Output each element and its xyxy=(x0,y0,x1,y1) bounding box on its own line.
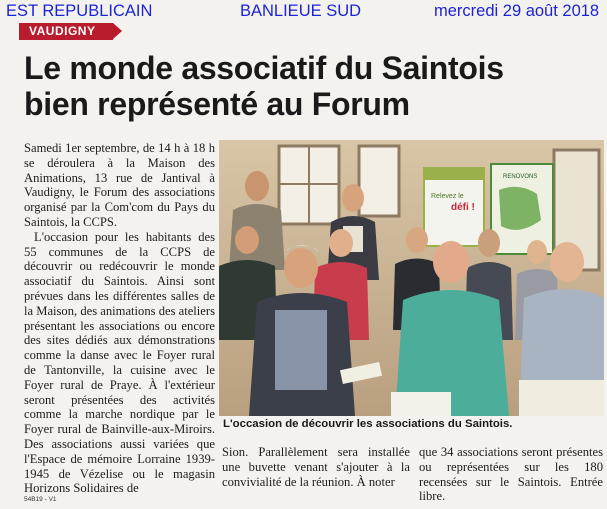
newspaper-name: EST REPUBLICAIN xyxy=(6,2,153,20)
poster-text-1: Relevez le xyxy=(431,193,464,200)
article-paragraph-2: L'occasion pour les habitants des 55 communes de la CCPS de découvrir ou redécouvrir le monde associatif du Saintois. Ainsi sont prévues dans les différentes salles de la Maison, des animations des ateliers présentant les associations ou encore des sites dédiés aux démonstrations comme la danse avec le Foyer rural de Tantonville, la cuisine avec le Foyer rural de Praye. À l'extérieur seront présentées des activités comme la marche nordique par le Foyer rural de Bainville-aux-Miroirs. Des associations aussi variées que l'Espace de mémoire Lorraine 1939-1945 de Vézelise ou le magasin Horizons Solidaires de xyxy=(24,229,215,496)
article-column-3: que 34 associations seront présentes ou représentées sur les 180 recensées sur le Saintois. Entrée libre. xyxy=(419,445,603,504)
poster-text-3: RENOVONS xyxy=(503,174,538,180)
headline-line-2: bien représenté au Forum xyxy=(24,86,410,122)
poster-text-2: défi ! xyxy=(451,202,475,213)
publication-date: mercredi 29 août 2018 xyxy=(434,2,600,20)
headline xyxy=(24,50,604,122)
photo-scene-illustration xyxy=(219,140,604,416)
section-tag: VAUDIGNY xyxy=(19,23,113,40)
article-body-column xyxy=(24,141,215,496)
headline-line-1: Le monde associatif du Saintois xyxy=(24,50,504,86)
print-reference-code: 54B19 - V1 xyxy=(24,496,57,503)
photo-caption: L'occasion de découvrir les associations du Saintois. xyxy=(223,418,513,430)
article-column-2: Sion. Parallèlement sera installée une buvette venant s'ajouter à la convivialité de la réunion. À noter xyxy=(222,445,410,489)
article-paragraph-1: Samedi 1er septembre, de 14 h à 18 h se déroulera à la Maison des Animations, 13 rue de Jantival à Vaudigny, le Forum des associations organisé par la Com'com du Pays du Saintois, la CCPS. xyxy=(24,141,215,229)
article-photo xyxy=(219,140,604,416)
edition-name: BANLIEUE SUD xyxy=(240,2,362,20)
